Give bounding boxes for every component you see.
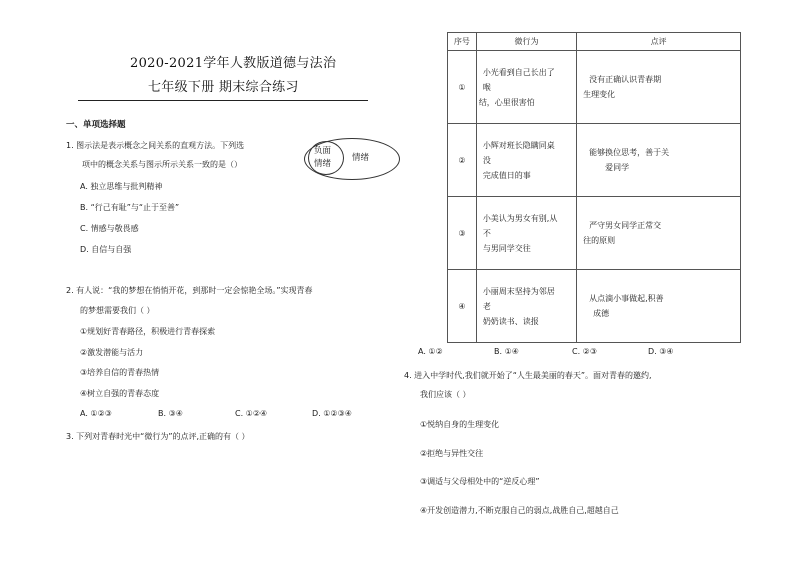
diagram-inner-label-1: 负面 (314, 146, 332, 156)
row-num: ④ (448, 270, 477, 343)
row-behavior (476, 51, 576, 124)
behavior-line: 小光看到自己长出了 (482, 67, 555, 77)
q1-option-b: B. “行己有耻”与“止于至善” (80, 203, 180, 212)
q1-stem-line2: 项中的概念关系与图示所示关系一致的是（） (82, 160, 242, 169)
page-title: 2020-2021学年人教版道德与法治 (130, 56, 337, 71)
q2-item-1: ①规划好青春路径，积极进行青春探索 (80, 327, 216, 336)
title-divider (78, 100, 368, 101)
q4-item-4: ④开发创造潜力,不断克服自己的弱点,战胜自己,超越自己 (420, 506, 619, 515)
table-row (448, 51, 741, 124)
q3-option-d: D. ③④ (648, 347, 674, 356)
q2-stem-line2: 的梦想需要我们（ ） (80, 306, 155, 315)
q4-item-1: ①悦纳自身的生理变化 (420, 420, 500, 429)
q1-option-c: C. 情感与敬畏感 (80, 224, 139, 233)
table-header-row (448, 33, 741, 51)
q3-option-a: A. ①② (418, 347, 443, 356)
behavior-line: 不 (482, 228, 491, 238)
row-behavior (476, 124, 576, 197)
q4-stem-line1: 4. 进入中学时代,我们就开始了“人生最美丽的春天”。面对青春的邀约, (404, 371, 652, 380)
table-header-behavior: 微行为 (476, 33, 576, 51)
comment-line: 生理变化 (583, 90, 616, 99)
q1-option-a: A. 独立思维与批判精神 (80, 182, 163, 191)
q1-option-d: D. 自信与自强 (80, 245, 132, 254)
behavior-line: 与男同学交往 (482, 243, 531, 253)
q2-option-a: A. ①②③ (80, 409, 112, 418)
q4-item-2: ②拒绝与异性交往 (420, 449, 484, 458)
table-row (448, 124, 741, 197)
q2-item-4: ④树立自强的青春态度 (80, 389, 160, 398)
q2-option-b: B. ③④ (158, 409, 183, 418)
behavior-line: 没 (482, 155, 491, 165)
behavior-line: 小美认为男女有别,从 (482, 213, 558, 223)
q2-option-c: C. ①②④ (235, 409, 268, 418)
comment-line: 严守男女同学正常交 (589, 221, 662, 230)
q2-stem-line1: 2. 有人说：“我的梦想在悄悄开花，到那时一定会惊艳全场。”实现青春 (66, 286, 313, 295)
row-behavior (476, 270, 576, 343)
comment-line: 从点滴小事做起,积善 (589, 294, 664, 303)
q3-option-b: B. ①④ (494, 347, 519, 356)
q1-stem-line1: 1. 图示法是表示概念之间关系的直观方法。下列选 (66, 141, 245, 150)
row-behavior (476, 197, 576, 270)
comment-line: 爱同学 (605, 163, 630, 172)
behavior-line: 完成值日的事 (482, 170, 531, 180)
row-num: ① (448, 51, 477, 124)
row-num: ③ (448, 197, 477, 270)
behavior-line: 小丽周末坚持为邻居 (482, 286, 555, 296)
row-comment (577, 197, 741, 270)
q2-option-d: D. ①②③④ (312, 409, 352, 418)
q3-table (447, 32, 741, 343)
row-comment (577, 51, 741, 124)
diagram-outer-label: 情绪 (352, 153, 370, 163)
table-header-num: 序号 (448, 33, 477, 51)
comment-line: 能够换位思考，善于关 (589, 148, 670, 157)
q3-stem: 3. 下列对青春时光中“微行为”的点评,正确的有（ ） (66, 432, 250, 441)
comment-line: 往的原则 (583, 236, 616, 245)
row-comment (577, 270, 741, 343)
row-num: ② (448, 124, 477, 197)
table-row (448, 197, 741, 270)
section-heading: 一、单项选择题 (66, 120, 126, 130)
diagram-inner-label-2: 情绪 (314, 159, 332, 169)
q2-item-3: ③培养自信的青春热情 (80, 368, 160, 377)
q2-item-2: ②激发潜能与活力 (80, 348, 144, 357)
comment-line: 没有正确认识青春期 (589, 75, 662, 84)
behavior-line: 结，心里很害怕 (478, 97, 535, 107)
behavior-line: 小辉对班长隐瞒同桌 (482, 140, 555, 150)
table-header-comment: 点评 (577, 33, 741, 51)
behavior-line: 奶奶读书、读报 (482, 316, 539, 326)
q4-stem-line2: 我们应该（ ） (420, 390, 471, 399)
row-comment (577, 124, 741, 197)
behavior-line: 老 (482, 301, 491, 311)
table-row (448, 270, 741, 343)
behavior-line: 喉 (482, 82, 491, 92)
comment-line: 成德 (593, 309, 610, 318)
q3-option-c: C. ②③ (572, 347, 598, 356)
page-subtitle: 七年级下册 期末综合练习 (148, 80, 299, 95)
q4-item-3: ③调适与父母相处中的“逆反心理” (420, 477, 540, 486)
